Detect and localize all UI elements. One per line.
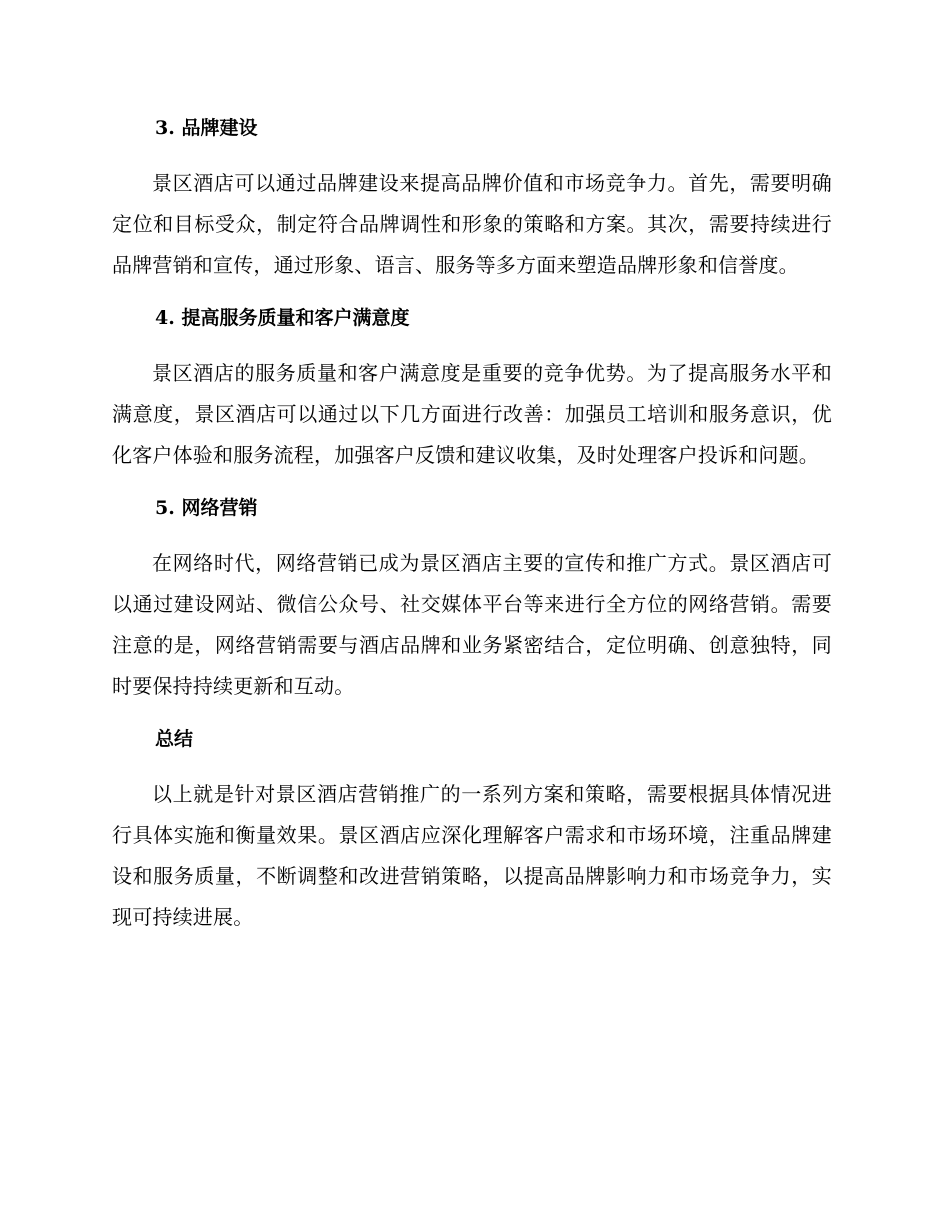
paragraph-line: 平和满意度，景区酒店可以通过以下几方面进行改善：加强员工培训和服务 — [112, 361, 832, 426]
section-brand-building — [112, 108, 832, 298]
section-online-marketing — [112, 488, 832, 719]
section-paragraph — [112, 163, 832, 286]
paragraph-line: 持续进行品牌营销和宣传，通过形象、语言、服务等多方面来塑造品牌形象 — [112, 212, 832, 277]
paragraph-line: 店可以通过建设网站、微信公众号、社交媒体平台等来进行全方位的网络营 — [112, 551, 832, 616]
section-heading: 3. 品牌建设 — [155, 117, 258, 139]
section-service-quality — [112, 298, 832, 488]
paragraph-line: 景区酒店可以通过品牌建设来提高品牌价值和市场竞争力。首先，需要 — [152, 171, 792, 195]
paragraph-line: 在网络时代，网络营销已成为景区酒店主要的宣传和推广方式。景区酒 — [152, 551, 792, 575]
paragraph-line: 意识，优化客户体验和服务流程，加强客户反馈和建议收集，及时处理客户 — [112, 402, 832, 467]
section-paragraph — [112, 353, 832, 476]
section-summary — [112, 719, 832, 938]
section-heading: 5. 网络营销 — [155, 497, 258, 519]
section-paragraph — [112, 774, 832, 938]
paragraph-line: 创意独特，同时要保持持续更新和互动。 — [112, 633, 832, 698]
section-heading: 4. 提高服务质量和客户满意度 — [155, 307, 410, 329]
paragraph-line: 销。需要注意的是，网络营销需要与酒店品牌和业务紧密结合，定位明确、 — [112, 592, 832, 657]
paragraph-line: 场竞争力，实现可持续进展。 — [112, 864, 832, 929]
paragraph-line: 和信誉度。 — [697, 253, 799, 277]
paragraph-line: 以上就是针对景区酒店营销推广的一系列方案和策略，需要根据具体情 — [152, 782, 792, 806]
section-heading: 总结 — [155, 728, 194, 750]
document-page — [112, 108, 832, 938]
paragraph-line: 明确定位和目标受众，制定符合品牌调性和形象的策略和方案。其次，需要 — [112, 171, 832, 236]
section-paragraph — [112, 543, 832, 707]
paragraph-line: 况进行具体实施和衡量效果。景区酒店应深化理解客户需求和市场环境，注 — [112, 782, 832, 847]
paragraph-line: 景区酒店的服务质量和客户满意度是重要的竞争优势。为了提高服务水 — [152, 361, 792, 385]
paragraph-line: 投诉和问题。 — [697, 443, 820, 467]
paragraph-line: 重品牌建设和服务质量，不断调整和改进营销策略，以提高品牌影响力和市 — [112, 823, 832, 888]
